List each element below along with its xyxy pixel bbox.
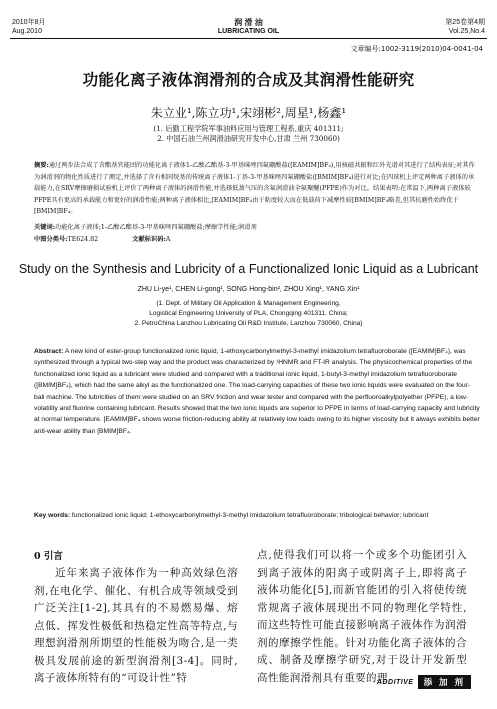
abstract-cn-label: 摘要:	[34, 162, 49, 169]
abstract-en	[34, 346, 480, 437]
affiliations-en	[0, 299, 497, 329]
doc-code: A	[165, 236, 171, 243]
affiliation-line: 2. 中国石油兰州润滑油研究开发中心,甘肃 兰州 730060)	[157, 134, 340, 143]
paper-title-en: Study on the Synthesis and Lubricity of a Functionalized Ionic Liquid as a Lubricant	[18, 262, 479, 276]
keywords-cn-text: 功能化离子液体;1-乙酸乙酯基-3-甲基咪唑四氟硼酸盐;摩擦学性能;润滑剂	[55, 224, 257, 231]
section-badge	[377, 675, 471, 689]
header-volume-en: Vol.25,No.4	[448, 28, 485, 35]
header-date-cn: 2010年8月	[12, 19, 46, 26]
abstract-en-text: A new kind of ester-group functionalized ionic liquid, 1-ethoxycarbonylmethyl-3-methyl imidazolium tetrafluoroborate ([EAMIM]BF₄), was synthesized through a typical two-step way and the product was characterized by ¹HNMR and FT-IR analysis. The physicochemical properties of the functionalized ionic liquid as a lubricant were studied and compared with a traditional ionic liquid, 1-butyl-3-methyl imidazolium tetrafluoroborate ([BMIM]BF₄), which had the same alkyl as the functionalized one. The load-carrying capacities of these two ionic liquids were evaluated on the four-ball machine. The lubricities of them were studied on an SRV friction and wear tester and compared with the perfluoroalkylpolyether (PFPE), a low-volatility and fluorine containing lubricant. Results showed that the two ionic liquids are superior to PFPE in terms of load-carrying capacity and lubricity at normal temperature. [EAMIM]BF₄ shows worse friction-reducing ability at relatively low loads owing to its higher viscosity but it always exhibits better anti-wear ability than [BMIM]BF₄.	[34, 348, 480, 435]
paper-title: 功能化离子液体润滑剂的合成及其润滑性能研究	[82, 70, 415, 89]
header-date-en: Aug.2010	[12, 28, 42, 35]
keywords-en-label: Key words:	[34, 512, 71, 519]
header-volume	[445, 18, 485, 36]
body-right-column: 点,使得我们可以将一个或多个功能团引入到离子液体的阳离子或阴离子上,即将离子液体功能化[5],而新官能团的引入将使传统常规离子液体展现出不同的物理化学特性,而这些特性可能直接影响离子液体作为润滑剂的摩擦学性能。针对功能化离子液体的合成、制备及摩擦学研究,对于设计开发新型高性能润滑剂具有重要的理	[257, 549, 467, 684]
doc-code-label: 文献标识码:	[132, 236, 166, 243]
classification-label: 中图分类号:	[34, 236, 68, 243]
classification-code: TE624.82	[67, 236, 99, 243]
keywords-cn-label: 关键词:	[34, 224, 56, 231]
abstract-cn-text: 通过两步法合成了含酯基官能团的功能化离子液体1-乙酸乙酯基-3-甲基咪唑四氟硼酸盐([EAMIM]BF₄),用核磁共振和红外光谱对其进行了结构表征;对其作为润滑剂的物化性质进行了测定,并选择了含有相同烷基的传统离子液体1-丁基-3-甲基咪唑四氟硼酸盐([BMIM]BF₄)进行对比;在四球机上评定两种离子液体的承载能力,在SRV摩擦磨损试验机上评价了两种离子液体的润滑性能,并选择低蒸气压的含氟润滑油全氟聚醚(PFPE)作为对比。结果表明:在常温下,两种离子液体较PFPE具有更高的承载能力和更好的润滑性能;两种离子液体相比,[EAMIM]BF₄由于粘度较大而在低载荷下减摩性较[BMIM]BF₄略差,但其抗磨性始终优于[BMIM]BF₄。	[34, 162, 475, 215]
affiliation-en-line: 2. PetroChina Lanzhou Lubricating Oil R&D Institute, Lanzhou 730060, China)	[134, 320, 363, 327]
abstract-en-label: Abstract:	[34, 348, 64, 355]
keywords-en-text: functionalized ionic liquid; 1-ethoxycarbonylmethyl-3-methyl imidazolium tetrafluoroborate; tribological behavior; lubricant	[71, 512, 429, 519]
keywords-cn	[34, 222, 480, 234]
affiliation-en-line: Logistical Engineering University of PLA, Chongqing 401311, China;	[149, 310, 348, 317]
affiliation-line: (1. 后勤工程学院军事油料应用与管理工程系,重庆 401311;	[153, 124, 344, 133]
article-number: 文章编号:1002-3119(2010)04-0041-04	[350, 45, 483, 53]
header-volume-cn: 第25卷第4期	[445, 19, 485, 26]
authors-en: ZHU Li-ye¹, CHEN Li-gong¹, SONG Hong-bin², ZHOU Xing¹, YANG Xin¹	[137, 286, 360, 293]
affiliation-en-line: (1. Dept. of Military Oil Application & Management Engineering,	[156, 300, 341, 307]
section-heading: 0 引言	[34, 551, 63, 562]
abstract-cn	[34, 160, 480, 218]
keywords-en	[34, 510, 480, 521]
header-journal	[0, 18, 497, 36]
badge-en: ADDITIVE	[376, 678, 414, 686]
badge-cn: 添 加 剂	[418, 675, 471, 689]
affiliations-cn	[0, 124, 497, 144]
classification-cn	[34, 234, 480, 246]
authors-cn: 朱立业¹,陈立功¹,宋翊彬²,周星¹,杨鑫¹	[150, 106, 347, 120]
header-journal-cn: 润 滑 油	[234, 18, 263, 27]
body-left-column: 近年来离子液体作为一种高效绿色溶剂,在电化学、催化、有机合成等领域受到广泛关注[1-2],其具有的不易燃易爆、熔点低、挥发性极低和热稳定性高等特点,与理想润滑剂所期望的性能极为吻合,是一类极具发展前途的新型润滑剂[3-4]。同时,离子液体所特有的“可设计性”特	[34, 567, 238, 684]
header-journal-en: LUBRICATING OIL	[217, 28, 280, 35]
header-rule	[10, 38, 487, 39]
